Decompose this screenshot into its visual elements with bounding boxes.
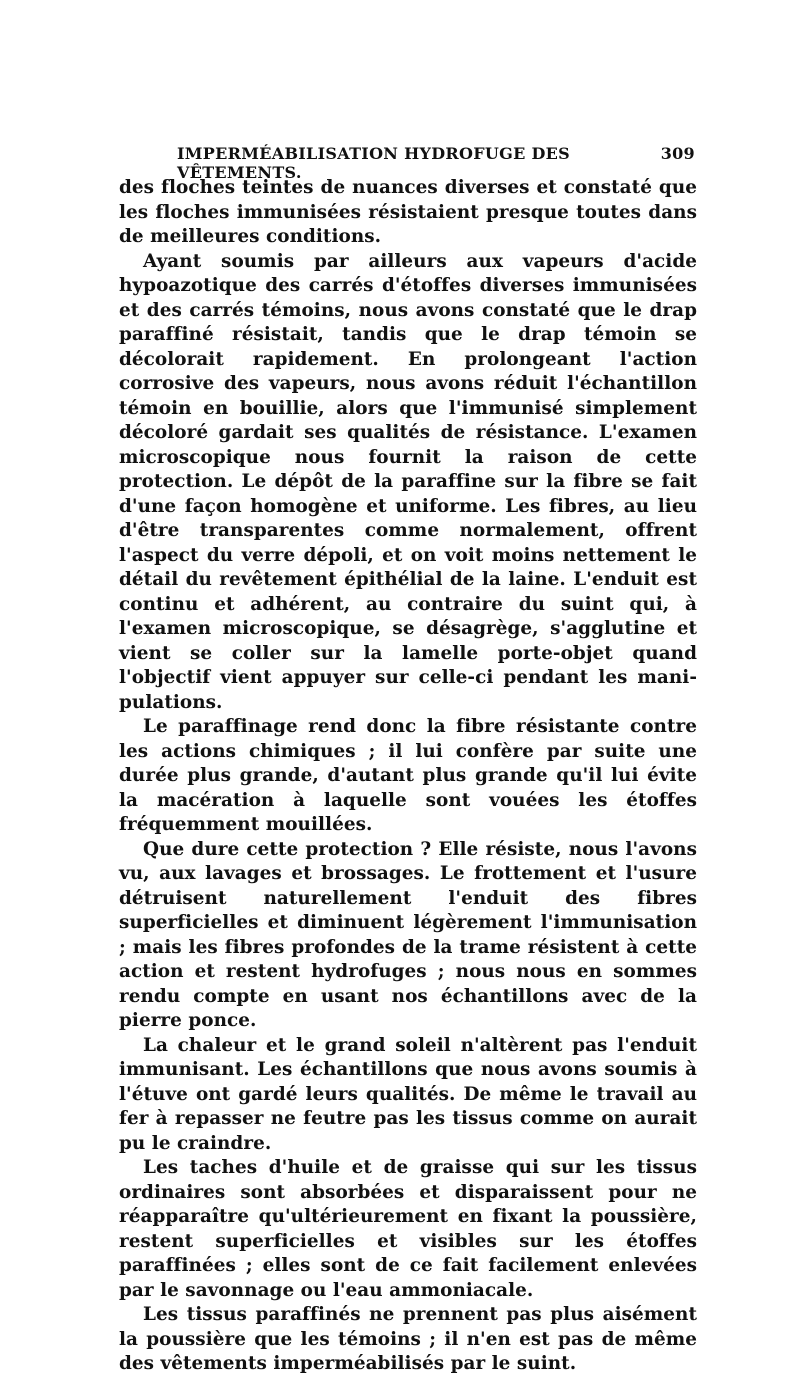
paragraph: La chaleur et le grand soleil n'altèrent pas l'enduit immunisant. Les échantillons que nous avons soumis à l'étuve ont gardé leurs qualités. De même le travail au fer à repasser ne feutre pas les tissus comme on aurait pu le craindre. <box>119 1034 697 1154</box>
running-head-title: IMPERMÉABILISATION HYDROFUGE DES VÊTEMENTS. <box>177 144 571 182</box>
paragraph: Ayant soumis par ailleurs aux vapeurs d'acide hypoazotique des carrés d'étoffes diverses immunisées et des carrés témoins, nous avons constaté que le drap paraffiné résistait, tandis que le drap témoin se décolorait rapidement. En prolongeant l'action corrosive des vapeurs, nous avons réduit l'échantillon témoin en bouillie, alors que l'immunisé simplement décoloré gardait ses qualités de résistance. L'examen microscopique nous fournit la raison de cette protection. Le dépôt de la paraffine sur la fibre se fait d'une façon homogène et uniforme. Les fibres, au lieu d'être transparentes comme normalement, offrent l'aspect du verre dépoli, et on voit moins nettement le détail du revêtement épithélial de la laine. L'enduit est continu et adhérent, au contraire du suint qui, à l'examen microscopique, se désagrège, s'agglutine et vient se coller sur la lamelle porte-objet quand l'objectif vient appuyer sur celle-ci pendant les manipulations. <box>119 250 697 713</box>
paragraph: Les tissus paraffinés ne prennent pas plus aisément la poussière que les témoins ; il n'en est pas de même des vêtements imperméabilisés par le suint. <box>119 1304 697 1374</box>
body-text <box>119 176 697 1377</box>
paragraph: Le paraffinage rend donc la fibre résistante contre les actions chimiques ; il lui confère par suite une durée plus grande, d'autant plus grande qu'il lui évite la macération à laquelle sont vouées les étoffes fréquemment mouillées. <box>119 716 697 835</box>
page-number: 309 <box>660 144 695 163</box>
paragraph: des floches teintes de nuances diverses et constaté que les floches immunisées résistaient presque toutes dans de meilleures conditions. <box>119 177 697 247</box>
paragraph: Les taches d'huile et de graisse qui sur les tissus ordinaires sont absorbées et disparaissent pour ne réapparaître qu'ultérieurement en fixant la poussière, restent superficielles et visibles sur les étoffes paraffinées ; elles sont de ce fait facilement enlevées par le savonnage ou l'eau ammoniacale. <box>119 1157 697 1301</box>
book-page <box>119 144 697 1377</box>
paragraph: Que dure cette protection ? Elle résiste, nous l'avons vu, aux lavages et brossages. Le frottement et l'usure détruisent naturellement l'enduit des fibres superficielles et diminuent légèrement l'immunisation ; mais les fibres profondes de la trame résistent à cette action et restent hydrofuges ; nous nous en sommes rendu compte en usant nos échantillons avec de la pierre ponce. <box>119 838 697 1031</box>
running-head <box>119 144 697 182</box>
